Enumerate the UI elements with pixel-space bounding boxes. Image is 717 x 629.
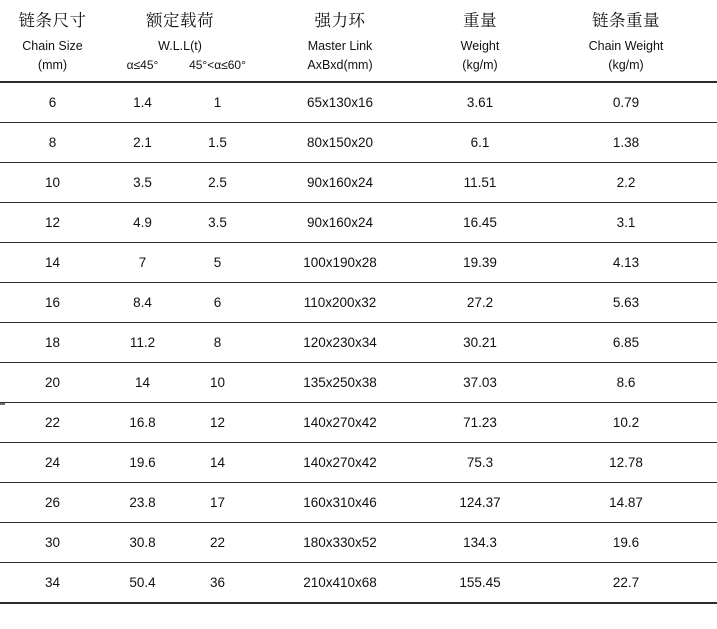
cell-wll-angle-45: 30.8 [129, 535, 156, 551]
cell-wll-angle-45: 11.2 [129, 335, 156, 351]
cell-wll-subvalues [105, 175, 255, 190]
cell-wll-subvalues [105, 95, 255, 110]
cell-wll [105, 403, 255, 443]
column-header-weight [425, 0, 535, 82]
cell-wll-angle-45: 2.1 [133, 135, 152, 151]
cell-wll-angle-45: 16.8 [129, 415, 156, 431]
cell-wll [105, 563, 255, 604]
cell-weight: 124.37 [425, 483, 535, 523]
cell-chain-weight: 2.2 [535, 163, 717, 203]
table-header [0, 0, 717, 82]
column-header-master-link-en: Master Link [307, 38, 373, 53]
cell-wll [105, 363, 255, 403]
cell-wll-angle-45: 19.6 [129, 455, 156, 471]
cell-wll [105, 203, 255, 243]
table-row [0, 323, 717, 363]
cell-wll-subvalues [105, 255, 255, 270]
table-row [0, 363, 717, 403]
table-row [0, 563, 717, 604]
cell-wll-angle-60: 12 [209, 415, 226, 431]
cell-weight: 155.45 [425, 563, 535, 604]
cell-wll [105, 323, 255, 363]
cell-master-link: 160x310x46 [255, 483, 425, 523]
cell-wll-angle-45: 14 [134, 375, 151, 391]
cell-chain-size: 30 [0, 523, 105, 563]
column-header-master-link [255, 0, 425, 82]
cell-wll [105, 443, 255, 483]
column-header-wll [105, 0, 255, 82]
cell-wll [105, 523, 255, 563]
cell-wll-angle-45: 7 [138, 255, 147, 271]
cell-wll-subvalues [105, 495, 255, 510]
column-header-master-link-cn: 强力环 [314, 12, 366, 30]
table-row [0, 82, 717, 123]
cell-wll-angle-45: 4.9 [133, 215, 152, 231]
cell-wll-angle-60: 6 [213, 295, 222, 311]
cell-weight: 75.3 [425, 443, 535, 483]
cell-master-link: 90x160x24 [255, 203, 425, 243]
cell-chain-size: 24 [0, 443, 105, 483]
cell-chain-size: 16 [0, 283, 105, 323]
cell-weight: 19.39 [425, 243, 535, 283]
cell-master-link: 140x270x42 [255, 403, 425, 443]
cell-chain-size: 26 [0, 483, 105, 523]
cell-master-link: 80x150x20 [255, 123, 425, 163]
cell-wll-angle-60: 22 [209, 535, 226, 551]
column-header-wll-subcolumns [105, 56, 255, 75]
cell-master-link: 135x250x38 [255, 363, 425, 403]
cell-chain-weight: 10.2 [535, 403, 717, 443]
cell-master-link: 100x190x28 [255, 243, 425, 283]
cell-wll [105, 283, 255, 323]
column-header-weight-cn: 重量 [463, 12, 497, 30]
table-row [0, 243, 717, 283]
column-header-chain-weight-unit: (kg/m) [608, 57, 644, 72]
cell-chain-weight: 19.6 [535, 523, 717, 563]
table-row [0, 403, 717, 443]
cell-wll-subvalues [105, 135, 255, 150]
cell-chain-size: 18 [0, 323, 105, 363]
cell-chain-weight: 5.63 [535, 283, 717, 323]
cell-master-link: 120x230x34 [255, 323, 425, 363]
cell-chain-weight: 14.87 [535, 483, 717, 523]
cell-wll [105, 243, 255, 283]
cell-weight: 11.51 [425, 163, 535, 203]
cell-chain-size: 22 [0, 403, 105, 443]
cell-weight: 37.03 [425, 363, 535, 403]
cell-chain-weight: 12.78 [535, 443, 717, 483]
cell-wll-subvalues [105, 455, 255, 470]
cell-wll-subvalues [105, 415, 255, 430]
column-header-wll-angle-45: α≤45° [126, 57, 159, 72]
cell-wll [105, 483, 255, 523]
column-header-wll-angle-60: 45°<α≤60° [189, 57, 246, 72]
table-row [0, 443, 717, 483]
cell-chain-size: 6 [0, 82, 105, 123]
column-header-weight-en: Weight [460, 38, 500, 53]
table-row [0, 483, 717, 523]
cell-wll-angle-60: 36 [209, 575, 226, 591]
cell-weight: 27.2 [425, 283, 535, 323]
column-header-chain-weight-cn: 链条重量 [592, 12, 660, 30]
cell-wll-angle-60: 5 [213, 255, 222, 271]
column-header-chain-weight [535, 0, 717, 82]
cell-wll-subvalues [105, 295, 255, 310]
cell-wll-subvalues [105, 575, 255, 590]
column-header-chain-size-en: Chain Size [22, 38, 83, 53]
cell-wll-angle-60: 14 [209, 455, 226, 471]
cell-wll-angle-60: 17 [209, 495, 226, 511]
table-row [0, 163, 717, 203]
table-row [0, 203, 717, 243]
table-row [0, 523, 717, 563]
cell-chain-weight: 1.38 [535, 123, 717, 163]
cell-wll-angle-60: 8 [213, 335, 222, 351]
cell-chain-size: 12 [0, 203, 105, 243]
column-header-weight-unit: (kg/m) [462, 57, 498, 72]
cell-weight: 6.1 [425, 123, 535, 163]
cell-wll-angle-60: 1 [213, 95, 222, 111]
cell-master-link: 110x200x32 [255, 283, 425, 323]
cell-wll-subvalues [105, 375, 255, 390]
cell-wll-angle-45: 23.8 [129, 495, 156, 511]
cell-wll-angle-60: 3.5 [208, 215, 227, 231]
cell-master-link: 180x330x52 [255, 523, 425, 563]
cell-wll-subvalues [105, 535, 255, 550]
cell-master-link: 65x130x16 [255, 82, 425, 123]
page-edge-tick [0, 403, 5, 405]
column-header-chain-size-cn: 链条尺寸 [18, 12, 87, 30]
cell-wll-angle-45: 1.4 [133, 95, 152, 111]
cell-chain-size: 8 [0, 123, 105, 163]
cell-chain-weight: 0.79 [535, 82, 717, 123]
cell-chain-weight: 8.6 [535, 363, 717, 403]
cell-wll-angle-45: 3.5 [133, 175, 152, 191]
cell-weight: 3.61 [425, 82, 535, 123]
table-body [0, 82, 717, 603]
cell-weight: 71.23 [425, 403, 535, 443]
cell-wll [105, 123, 255, 163]
cell-master-link: 210x410x68 [255, 563, 425, 604]
cell-master-link: 140x270x42 [255, 443, 425, 483]
cell-wll [105, 163, 255, 203]
cell-chain-size: 14 [0, 243, 105, 283]
column-header-wll-cn: 额定载荷 [146, 12, 214, 30]
cell-master-link: 90x160x24 [255, 163, 425, 203]
column-header-chain-size-unit: (mm) [37, 57, 68, 72]
cell-chain-weight: 22.7 [535, 563, 717, 604]
cell-wll [105, 82, 255, 123]
column-header-chain-weight-en: Chain Weight [588, 38, 664, 53]
cell-wll-angle-45: 50.4 [129, 575, 156, 591]
cell-wll-angle-45: 8.4 [133, 295, 152, 311]
cell-weight: 16.45 [425, 203, 535, 243]
cell-wll-angle-60: 10 [209, 375, 226, 391]
cell-wll-angle-60: 2.5 [208, 175, 227, 191]
cell-chain-weight: 6.85 [535, 323, 717, 363]
cell-chain-size: 34 [0, 563, 105, 604]
cell-chain-size: 20 [0, 363, 105, 403]
cell-wll-angle-60: 1.5 [208, 135, 227, 151]
column-header-wll-en: W.L.L(t) [158, 38, 202, 53]
cell-wll-subvalues [105, 335, 255, 350]
table-row [0, 123, 717, 163]
cell-chain-weight: 3.1 [535, 203, 717, 243]
cell-chain-size: 10 [0, 163, 105, 203]
cell-weight: 134.3 [425, 523, 535, 563]
cell-weight: 30.21 [425, 323, 535, 363]
cell-chain-weight: 4.13 [535, 243, 717, 283]
cell-wll-subvalues [105, 215, 255, 230]
column-header-master-link-unit: AxBxd(mm) [307, 57, 373, 72]
column-header-chain-size [0, 0, 105, 82]
table-row [0, 283, 717, 323]
